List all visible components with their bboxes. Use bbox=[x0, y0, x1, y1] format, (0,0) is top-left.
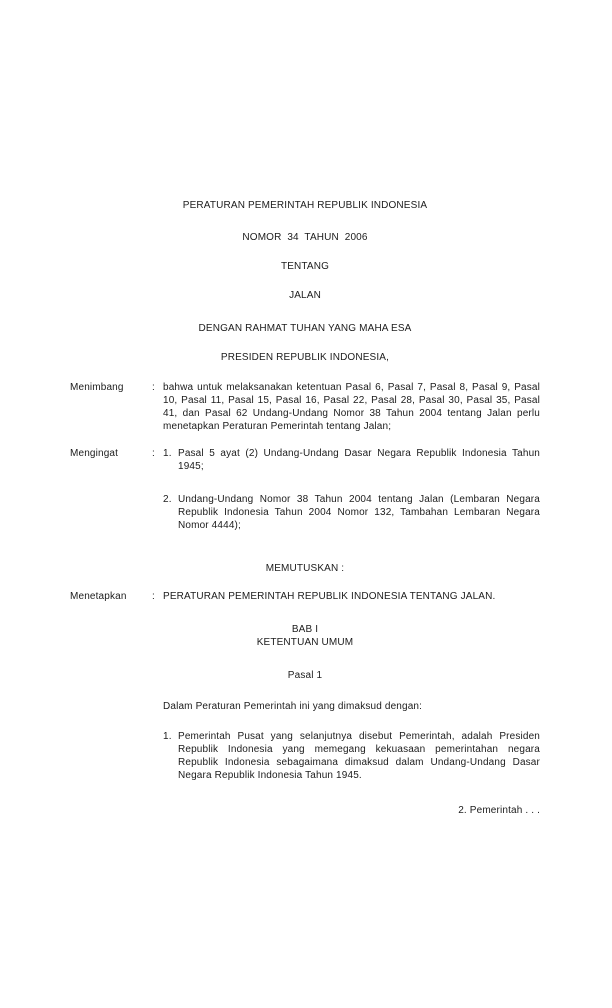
definition-item-1 bbox=[163, 730, 540, 782]
memutuskan-heading: MEMUTUSKAN : bbox=[265, 563, 345, 574]
mengingat-item-1-text: Pasal 5 ayat (2) Undang-Undang Dasar Negara Republik Indonesia Tahun 1945; bbox=[178, 448, 540, 472]
mengingat-item-1 bbox=[163, 447, 540, 473]
mengingat-item-2-number: 2. bbox=[163, 494, 172, 505]
mengingat-clause bbox=[70, 447, 540, 532]
mengingat-item-2-text: Undang-Undang Nomor 38 Tahun 2004 tentang Jalan (Lembaran Negara Republik Indonesia Tahun 2004 Nomor 132, Tambahan Lembaran Negara Nomor 4444); bbox=[178, 494, 540, 531]
bab-number: BAB I bbox=[291, 624, 319, 635]
doc-title-subject: JALAN bbox=[289, 290, 321, 301]
pasal-intro: Dalam Peraturan Pemerintah ini yang dimaksud dengan: bbox=[163, 701, 423, 712]
doc-title-number: NOMOR 34 TAHUN 2006 bbox=[242, 232, 368, 243]
doc-invocation: DENGAN RAHMAT TUHAN YANG MAHA ESA bbox=[198, 323, 412, 334]
mengingat-label: Mengingat bbox=[70, 448, 119, 459]
mengingat-items bbox=[163, 447, 540, 532]
menimbang-label: Menimbang bbox=[70, 382, 124, 393]
mengingat-colon: : bbox=[152, 448, 155, 459]
doc-issuer: PRESIDEN REPUBLIK INDONESIA, bbox=[220, 352, 390, 363]
pasal-heading: Pasal 1 bbox=[287, 670, 323, 681]
bab-title: KETENTUAN UMUM bbox=[256, 637, 354, 648]
definition-item-1-number: 1. bbox=[163, 731, 172, 742]
doc-title-tentang: TENTANG bbox=[280, 261, 330, 272]
menimbang-clause bbox=[70, 381, 540, 433]
menimbang-colon: : bbox=[152, 382, 155, 393]
menetapkan-label: Menetapkan bbox=[70, 591, 127, 602]
page-catchword: 2. Pemerintah . . . bbox=[458, 805, 540, 816]
mengingat-item-2 bbox=[163, 493, 540, 532]
doc-title-line-1: PERATURAN PEMERINTAH REPUBLIK INDONESIA bbox=[182, 200, 428, 211]
menetapkan-colon: : bbox=[152, 591, 155, 602]
definition-list bbox=[163, 730, 540, 782]
menetapkan-text: PERATURAN PEMERINTAH REPUBLIK INDONESIA TENTANG JALAN. bbox=[163, 591, 496, 602]
mengingat-item-1-number: 1. bbox=[163, 448, 172, 459]
menetapkan-clause bbox=[70, 590, 540, 603]
menimbang-text: bahwa untuk melaksanakan ketentuan Pasal 6, Pasal 7, Pasal 8, Pasal 9, Pasal 10, Pasal 11, Pasal 15, Pasal 16, Pasal 22, Pasal 28, Pasal 30, Pasal 35, Pasal 41, dan Pasal 62 Undang-Undang Nomor 38 Tahun 2004 tentang Jalan perlu menetapkan Peraturan Pemerintah tentang Jalan; bbox=[163, 382, 540, 432]
definition-item-1-text: Pemerintah Pusat yang selanjutnya disebut Pemerintah, adalah Presiden Republik Indonesia yang memegang kekuasaan pemerintahan negara Republik Indonesia sebagaimana dimaksud dalam Undang-Undang Dasar Negara Republik Indonesia Tahun 1945. bbox=[178, 731, 540, 781]
